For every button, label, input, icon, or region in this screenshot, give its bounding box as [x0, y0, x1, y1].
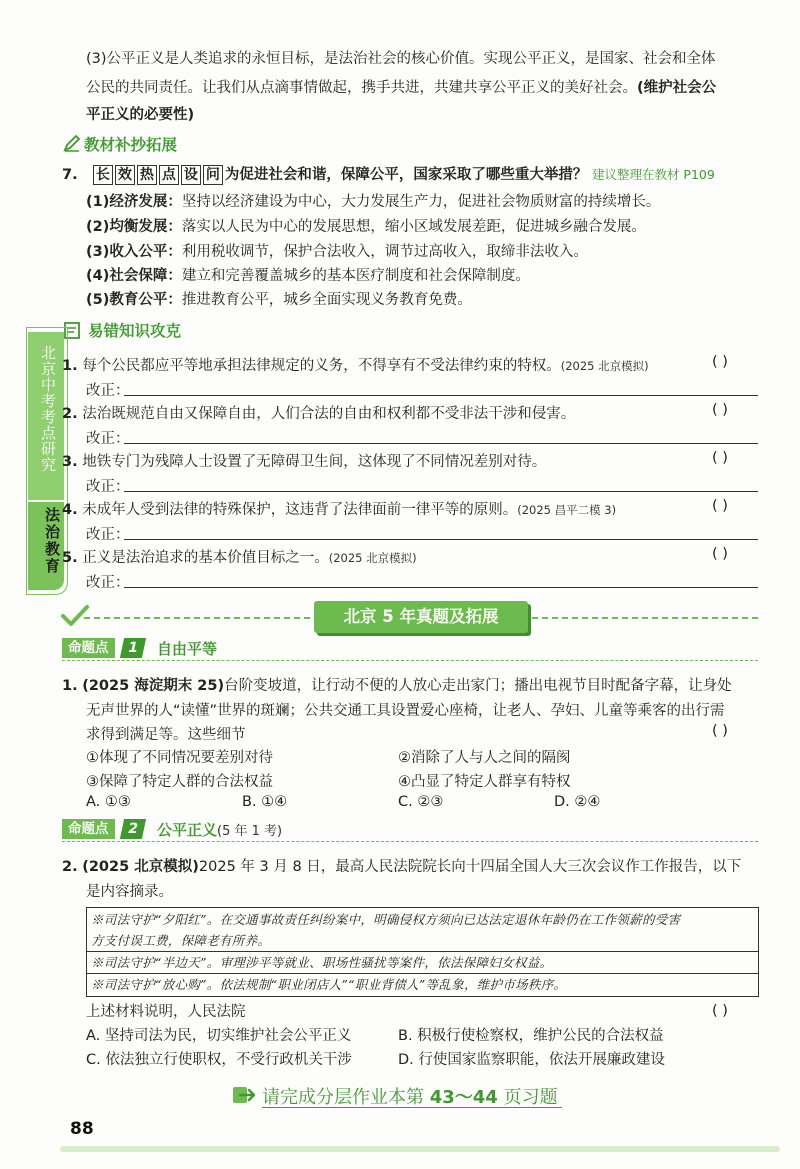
homework-note: 请完成分层作业本第 43～44 页习题 — [262, 1087, 558, 1108]
supplement-item: (4)社会保障：建立和完善覆盖城乡的基本医疗制度和社会保障制度。 — [86, 268, 530, 284]
supplement-item: (1)经济发展：坚持以经济建设为中心，大力发展生产力，促进社会物质财富的持续增长。 — [86, 194, 661, 210]
supplement-item: (5)教育公平：推进教育公平，城乡全面实现义务教育免费。 — [86, 292, 472, 308]
answer-paren[interactable]: ( ) — [712, 450, 728, 466]
correction-line[interactable] — [124, 539, 758, 540]
q1-choice-d[interactable]: D. ②④ — [554, 794, 601, 810]
point-tag: 命题点 — [62, 638, 115, 658]
keyword-box: 点 — [159, 165, 179, 185]
material-line: 方支付误工费，保障老有所养。 — [91, 933, 271, 948]
banner-rule-right — [532, 617, 758, 619]
correction-line[interactable] — [124, 587, 758, 588]
banner-rule-left — [84, 617, 310, 619]
intro-line-2: 公民的共同责任。让我们从点滴事情做起，携手共进，共建共享公平正义的美好社会。(维护社会公 — [86, 80, 717, 96]
supplement-item: (3)收入公平：利用税收调节，保护合法收入，调节过高收入，取缔非法收入。 — [86, 244, 588, 260]
point-number: 1 — [120, 638, 146, 658]
intro-line-1: (3)公平正义是人类追求的永恒目标，是法治社会的核心价值。实现公平正义，是国家、社会和全体 — [86, 51, 716, 67]
side-tab-label-upper: 北京中考考点研究 — [39, 345, 57, 473]
material-separator — [87, 973, 758, 974]
supplement-question: 7. 长 效 热 点 设 问 为促进社会和谐，保障公平，国家采取了哪些重大举措？ 建议整理在教材 P109 — [62, 167, 715, 183]
answer-paren[interactable]: ( ) — [712, 546, 728, 562]
material-box — [86, 907, 759, 997]
keyword-box: 问 — [203, 165, 223, 185]
check-icon — [60, 603, 90, 629]
keyword-box: 热 — [137, 165, 157, 185]
material-separator — [87, 951, 758, 952]
supplement-heading: 教材补抄拓展 — [84, 136, 178, 154]
q2-line-1: 2. (2025 北京模拟)2025 年 3 月 8 日，最高人民法院院长向十四届全国人大三次会议作工作报告，以下 — [62, 859, 742, 875]
keyword-box: 设 — [181, 165, 201, 185]
q1-choice-c[interactable]: C. ②③ — [398, 794, 444, 810]
answer-paren[interactable]: ( ) — [712, 354, 728, 370]
homework-underline — [262, 1107, 562, 1108]
q2-choice-a[interactable]: A. 坚持司法为民，切实维护社会公平正义 — [86, 1028, 352, 1044]
q2-choice-c[interactable]: C. 依法独立行使职权，不受行政机关干涉 — [86, 1052, 352, 1068]
correction-label: 改正： — [86, 527, 130, 543]
q2-stem: 上述材料说明，人民法院 — [86, 1004, 246, 1020]
q1-choice-b[interactable]: B. ①④ — [242, 794, 288, 810]
correction-line[interactable] — [124, 491, 758, 492]
side-tab-label-lower: 法治教育 — [43, 507, 61, 575]
section-banner: 北京 5 年真题及拓展 — [314, 601, 528, 633]
answer-paren[interactable]: ( ) — [712, 723, 728, 739]
q1-line-3: 求得到满足等。这些细节 — [86, 727, 246, 743]
error-item: 2. 法治既规范自由又保障自由，人们合法的自由和权利都不受非法干涉和侵害。 — [62, 406, 576, 422]
page-number: 88 — [70, 1119, 94, 1139]
q1-option-1: ①体现了不同情况要差别对待 — [86, 750, 273, 766]
point-number: 2 — [120, 819, 146, 839]
material-line: ※司法守护“半边天”。审理涉平等就业、职场性骚扰等案件，依法保障妇女权益。 — [91, 955, 553, 970]
supplement-item: (2)均衡发展：落实以人民为中心的发展思想，缩小区域发展差距，促进城乡融合发展。 — [86, 219, 646, 235]
bottom-rule — [60, 1146, 780, 1152]
correction-label: 改正： — [86, 383, 130, 399]
point-title: 公平正义(5 年 1 考) — [157, 821, 283, 839]
correction-label: 改正： — [86, 575, 130, 591]
intro-tag-line-3: 平正义的必要性) — [86, 107, 195, 123]
q1-option-4: ④凸显了特定人群享有特权 — [398, 774, 571, 790]
answer-paren[interactable]: ( ) — [712, 498, 728, 514]
point-rule — [62, 660, 758, 661]
error-item: 4. 未成年人受到法律的特殊保护，这违背了法律面前一律平等的原则。(2025 昌平二模 3) — [62, 502, 617, 518]
keyword-box: 长 — [93, 165, 113, 185]
point-tag: 命题点 — [62, 819, 115, 839]
q1-option-3: ③保障了特定人群的合法权益 — [86, 774, 273, 790]
correction-label: 改正： — [86, 431, 130, 447]
error-item: 3. 地铁专门为残障人士设置了无障碍卫生间，这体现了不同情况差别对待。 — [62, 454, 547, 470]
answer-paren[interactable]: ( ) — [712, 402, 728, 418]
material-line: ※司法守护“放心购”。依法规制“职业闭店人”“职业背债人”等乱象，维护市场秩序。 — [91, 977, 567, 992]
intro-tag: (维护社会公 — [637, 80, 717, 96]
keyword-box: 效 — [115, 165, 135, 185]
q2-choice-b[interactable]: B. 积极行使检察权，维护公民的合法权益 — [398, 1028, 664, 1044]
point-title: 自由平等 — [157, 640, 218, 658]
arrow-box-icon — [232, 1085, 256, 1105]
q1-option-2: ②消除了人与人之间的隔阂 — [398, 750, 571, 766]
correction-line[interactable] — [124, 443, 758, 444]
point-rule — [62, 841, 758, 842]
errors-heading: 易错知识攻克 — [88, 322, 182, 340]
q1-choice-a[interactable]: A. ①③ — [86, 794, 131, 810]
q1-line-2: 无声世界的人“读懂”世界的斑斓；公共交通工具设置爱心座椅，让老人、孕妇、儿童等乘客的出行需 — [86, 703, 725, 719]
answer-paren[interactable]: ( ) — [712, 1003, 728, 1019]
supplement-hint: 建议整理在教材 P109 — [591, 167, 715, 182]
correction-label: 改正： — [86, 479, 130, 495]
q1-line-1: 1. (2025 海淀期末 25)台阶变坡道，让行动不便的人放心走出家门；播出电视节目时配备字幕，让身处 — [62, 678, 732, 694]
q2-line-2: 是内容摘录。 — [86, 884, 173, 900]
material-line: ※司法守护“夕阳红”。在交通事故责任纠纷案中，明确侵权方须向已达法定退休年龄仍在工作领薪的受害 — [91, 912, 681, 927]
error-item: 1. 每个公民都应平等地承担法律规定的义务，不得享有不受法律约束的特权。(2025 北京模拟) — [62, 358, 649, 374]
q2-choice-d[interactable]: D. 行使国家监察职能，依法开展廉政建设 — [398, 1052, 665, 1068]
correction-line[interactable] — [124, 395, 758, 396]
pen-icon — [62, 133, 82, 153]
error-item: 5. 正义是法治追求的基本价值目标之一。(2025 北京模拟) — [62, 550, 417, 566]
supplement-question-text: 为促进社会和谐，保障公平，国家采取了哪些重大举措？ — [224, 167, 588, 183]
